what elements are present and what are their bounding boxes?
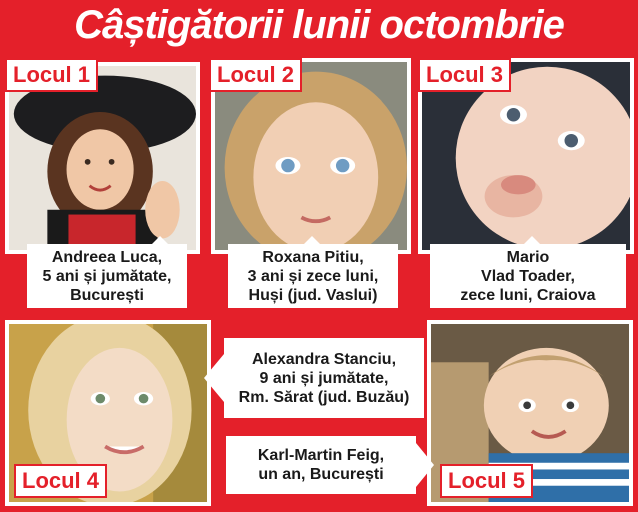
winner-3-name: Mario [506, 248, 550, 266]
winner-5-caption [226, 436, 416, 494]
winner-3-age-city: zece luni, Craiova [460, 286, 596, 304]
winner-2-age: 3 ani și zece luni, [247, 267, 379, 285]
winner-1-name: Andreea Luca, [51, 248, 163, 266]
winner-3-surname: Vlad Toader, [481, 267, 575, 285]
page-title: Câștigătorii lunii octombrie [74, 3, 564, 47]
winner-2-caption [228, 244, 398, 308]
winner-3-caption [430, 244, 626, 308]
winner-1-place-badge: Locul 1 [5, 58, 98, 92]
winner-5-age-city: un an, București [258, 466, 384, 483]
winner-1-caption [27, 244, 187, 308]
winner-4-city: Rm. Sărat (jud. Buzău) [238, 388, 410, 406]
winner-2-name: Roxana Pitiu, [262, 248, 364, 266]
winner-4-age: 9 ani și jumătate, [259, 369, 389, 387]
winner-5-name: Karl-Martin Feig, [257, 447, 385, 464]
winner-1-age: 5 ani și jumătate, [42, 267, 172, 285]
winner-4-name: Alexandra Stanciu, [251, 350, 397, 368]
winner-4-place-badge: Locul 4 [14, 464, 107, 498]
winner-1-city: București [70, 286, 144, 304]
winner-2-city: Huși (jud. Vaslui) [248, 286, 378, 304]
winner-3-place-badge: Locul 3 [418, 58, 511, 92]
winner-1-image [9, 66, 196, 250]
winner-4-caption [224, 338, 424, 418]
winner-5-caption-pointer [416, 443, 434, 487]
winner-4-caption-pointer [204, 354, 224, 402]
winner-2-place-badge: Locul 2 [209, 58, 302, 92]
winner-5-place-badge: Locul 5 [440, 464, 533, 498]
